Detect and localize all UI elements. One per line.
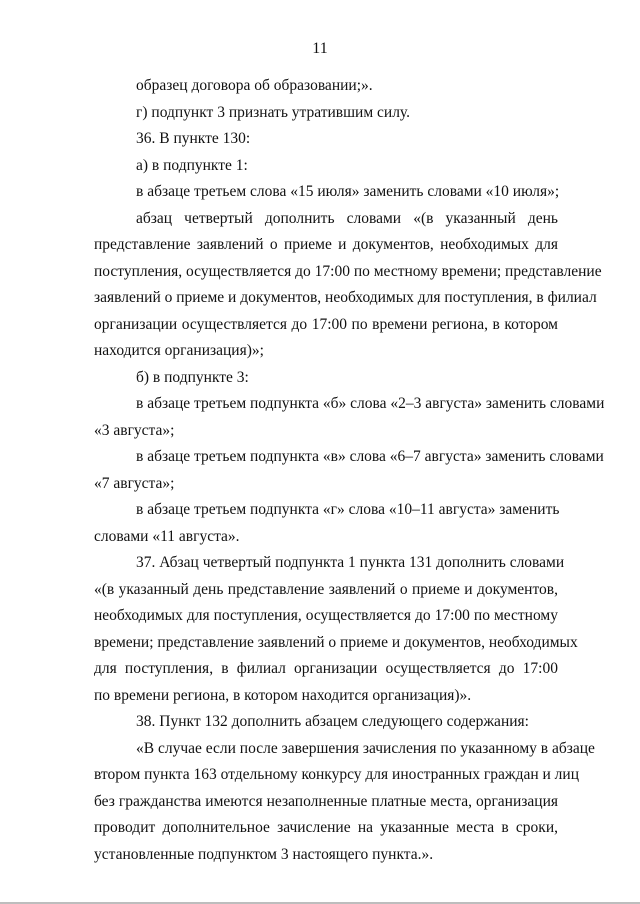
text-line: а) в подпункте 1: bbox=[136, 156, 248, 174]
text-line: по времени региона, в котором находится организация)». bbox=[94, 686, 472, 704]
text-line: 37. Абзац четвертый подпункта 1 пункта 131 дополнить словами bbox=[136, 554, 565, 571]
text-line: необходимых для поступления, осуществляется до 17:00 по местному bbox=[94, 607, 558, 624]
text-line: без гражданства имеются незаполненные платные места, организация bbox=[94, 792, 558, 810]
text-line: времени; представление заявлений о приеме и документов, необходимых bbox=[94, 633, 578, 651]
text-line: «3 августа»; bbox=[94, 421, 175, 439]
text-line: г) подпункт 3 признать утратившим силу. bbox=[136, 103, 410, 121]
document-body bbox=[94, 73, 605, 868]
text-line: абзац четвертый дополнить словами «(в указанный день bbox=[136, 209, 558, 227]
text-line: втором пункта 163 отдельному конкурсу для иностранных граждан и лиц bbox=[94, 766, 579, 783]
text-line: организации осуществляется до 17:00 по времени региона, в котором bbox=[94, 315, 558, 333]
text-line: в абзаце третьем подпункта «б» слова «2–3 августа» заменить словами bbox=[136, 395, 605, 412]
page-number: 11 bbox=[312, 40, 328, 57]
text-line: б) в подпункте 3: bbox=[136, 368, 249, 386]
text-line: в абзаце третьем подпункта «в» слова «6–7 августа» заменить словами bbox=[136, 448, 604, 465]
text-line: «(в указанный день представление заявлений о приеме и документов, bbox=[94, 580, 558, 598]
text-line: заявлений о приеме и документов, необходимых для поступления, в филиал bbox=[94, 289, 597, 306]
text-line: «В случае если после завершения зачисления по указанному в абзаце bbox=[136, 739, 595, 757]
text-line: установленные подпунктом 3 настоящего пункта.». bbox=[94, 845, 434, 863]
text-line: 36. В пункте 130: bbox=[136, 130, 251, 147]
text-line: представление заявлений о приеме и документов, необходимых для bbox=[94, 236, 558, 253]
text-line: поступления, осуществляется до 17:00 по местному времени; представление bbox=[94, 262, 602, 280]
text-line: словами «11 августа». bbox=[94, 527, 240, 545]
text-line: образец договора об образовании;». bbox=[136, 77, 373, 94]
text-line: в абзаце третьем слова «15 июля» заменить словами «10 июля»; bbox=[136, 183, 560, 200]
text-line: в абзаце третьем подпункта «г» слова «10–11 августа» заменить bbox=[136, 501, 560, 518]
text-line: «7 августа»; bbox=[94, 474, 175, 492]
text-line: проводит дополнительное зачисление на указанные места в сроки, bbox=[94, 819, 558, 836]
text-line: находится организация)»; bbox=[94, 342, 264, 359]
text-line: 38. Пункт 132 дополнить абзацем следующего содержания: bbox=[136, 713, 529, 730]
text-line: для поступления, в филиал организации осуществляется до 17:00 bbox=[94, 660, 558, 677]
